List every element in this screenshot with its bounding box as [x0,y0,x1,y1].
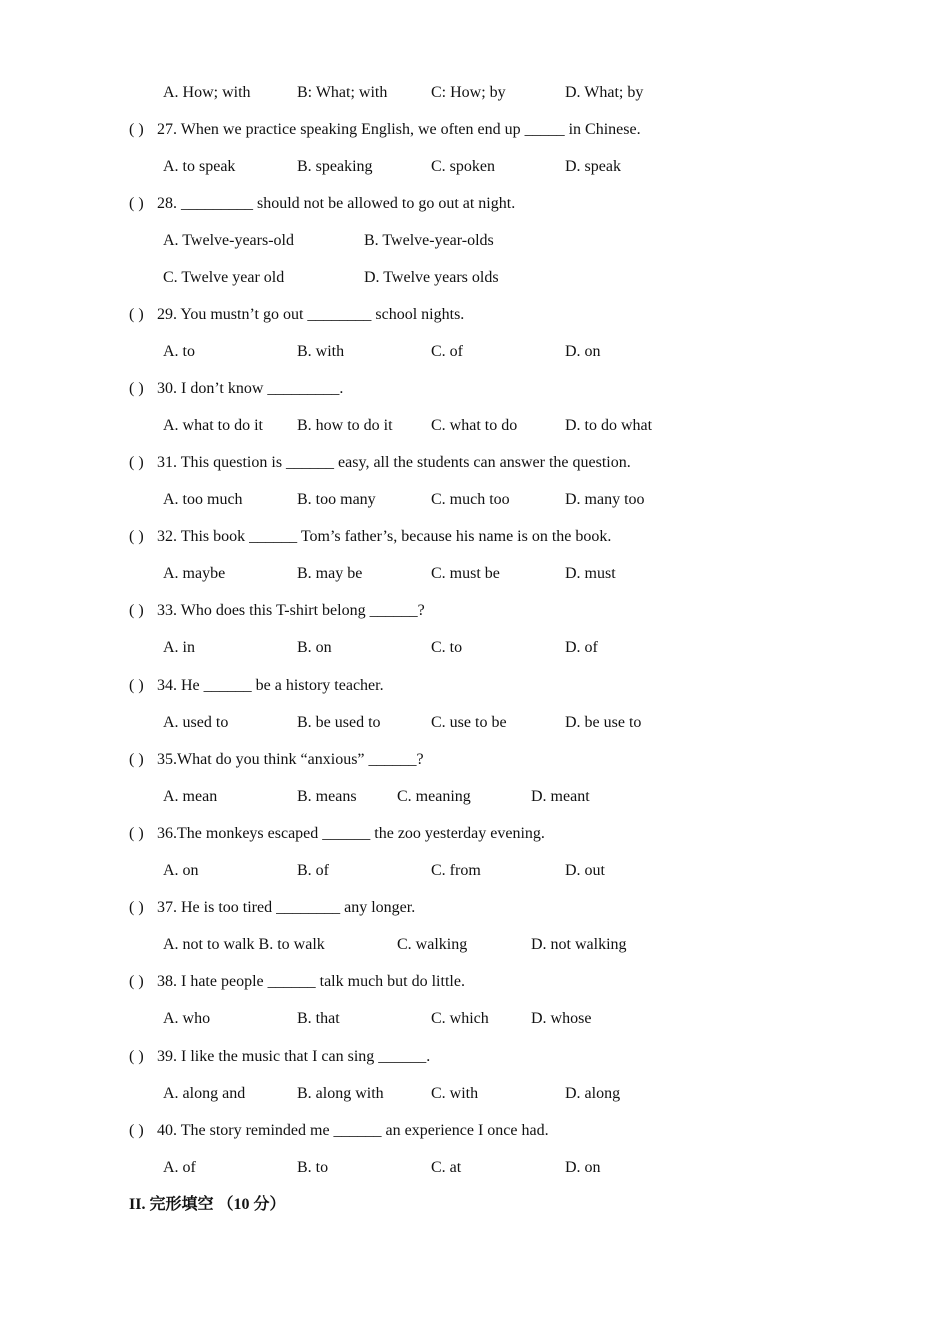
option-a: A. on [163,862,199,879]
option-d: D. to do what [565,417,653,434]
question-33 [129,601,425,621]
question-35 [129,750,424,770]
question-36 [129,824,545,844]
question-text: 33. Who does this T-shirt belong ______? [157,602,425,619]
option-c: C. walking [397,936,468,953]
option-d: D. not walking [531,936,627,953]
question-30 [129,379,343,399]
option-d: D. along [565,1085,621,1102]
option-a: A. to [163,343,195,360]
answer-parenthesis: ( ) [129,602,144,619]
question-text: 32. This book ______ Tom’s father’s, because his name is on the book. [157,528,612,545]
option-c: C. at [431,1159,462,1176]
question-text: 30. I don’t know _________. [157,380,344,397]
answer-parenthesis: ( ) [129,195,144,212]
option-a: A. How; with [163,84,251,101]
question-text: 31. This question is ______ easy, all the students can answer the question. [157,454,631,471]
option-c: C. Twelve year old [163,269,285,286]
option-d: D. speak [565,158,621,175]
option-b: B. how to do it [297,417,393,434]
option-b: B. too many [297,491,376,508]
option-c: C. what to do [431,417,518,434]
question-text: 37. He is too tired ________ any longer. [157,899,416,916]
option-b: B. means [297,788,357,805]
option-c: C. much too [431,491,510,508]
option-d: D. out [565,862,605,879]
option-a: A. to speak [163,158,236,175]
option-d: D. be use to [565,714,642,731]
option-b: B. with [297,343,345,360]
option-c: C. must be [431,565,500,582]
answer-parenthesis: ( ) [129,751,144,768]
option-d: D. must [565,565,616,582]
question-text: 34. He ______ be a history teacher. [157,677,384,694]
option-b: B. that [297,1010,340,1027]
question-text: 27. When we practice speaking English, we often end up _____ in Chinese. [157,121,641,138]
option-d: D. meant [531,788,590,805]
option-a: A. maybe [163,565,226,582]
question-39 [129,1047,430,1067]
option-b: B: What; with [297,84,388,101]
option-c: C. of [431,343,463,360]
option-a: A. what to do it [163,417,263,434]
answer-parenthesis: ( ) [129,528,144,545]
option-d: D. whose [531,1010,592,1027]
option-c: C. use to be [431,714,507,731]
answer-parenthesis: ( ) [129,1048,144,1065]
option-b: B. be used to [297,714,381,731]
option-b: B. Twelve-year-olds [364,232,494,249]
option-a: A. mean [163,788,218,805]
option-c: C. from [431,862,481,879]
option-a: A. along and [163,1085,246,1102]
answer-parenthesis: ( ) [129,454,144,471]
question-28 [129,194,515,214]
answer-parenthesis: ( ) [129,973,144,990]
option-d: D. of [565,639,598,656]
option-a: A. of [163,1159,196,1176]
answer-parenthesis: ( ) [129,1122,144,1139]
section-heading: II. 完形填空 （10 分） [129,1196,286,1213]
question-text: 39. I like the music that I can sing ______. [157,1048,431,1065]
option-a: A. too much [163,491,243,508]
option-c: C. to [431,639,463,656]
question-text: 36.The monkeys escaped ______ the zoo yesterday evening. [157,825,545,842]
option-d: D. on [565,1159,601,1176]
option-c: C. spoken [431,158,495,175]
option-b: B. may be [297,565,363,582]
question-text: 29. You mustn’t go out ________ school nights. [157,306,465,323]
option-a-b: A. not to walk B. to walk [163,936,325,953]
option-b: B. to [297,1159,329,1176]
option-c: C. with [431,1085,479,1102]
question-34 [129,676,384,696]
answer-parenthesis: ( ) [129,825,144,842]
question-27 [129,120,641,140]
option-d: D. many too [565,491,645,508]
option-d: D. Twelve years olds [364,269,499,286]
option-d: D. What; by [565,84,644,101]
question-29 [129,305,464,325]
option-c: C: How; by [431,84,506,101]
option-b: B. speaking [297,158,373,175]
answer-parenthesis: ( ) [129,380,144,397]
question-text: 40. The story reminded me ______ an experience I once had. [157,1122,549,1139]
option-b: B. along with [297,1085,384,1102]
answer-parenthesis: ( ) [129,677,144,694]
option-d: D. on [565,343,601,360]
option-b: B. of [297,862,329,879]
question-31 [129,453,631,473]
question-text: 38. I hate people ______ talk much but do little. [157,973,465,990]
answer-parenthesis: ( ) [129,899,144,916]
option-c: C. which [431,1010,489,1027]
question-40 [129,1121,549,1141]
option-a: A. Twelve-years-old [163,232,294,249]
option-a: A. used to [163,714,229,731]
question-37 [129,898,415,918]
option-a: A. in [163,639,195,656]
question-text: 35.What do you think “anxious” ______? [157,751,424,768]
option-b: B. on [297,639,332,656]
question-38 [129,972,465,992]
answer-parenthesis: ( ) [129,306,144,323]
question-text: 28. _________ should not be allowed to go out at night. [157,195,516,212]
question-32 [129,527,611,547]
option-a: A. who [163,1010,211,1027]
option-c: C. meaning [397,788,471,805]
answer-parenthesis: ( ) [129,121,144,138]
